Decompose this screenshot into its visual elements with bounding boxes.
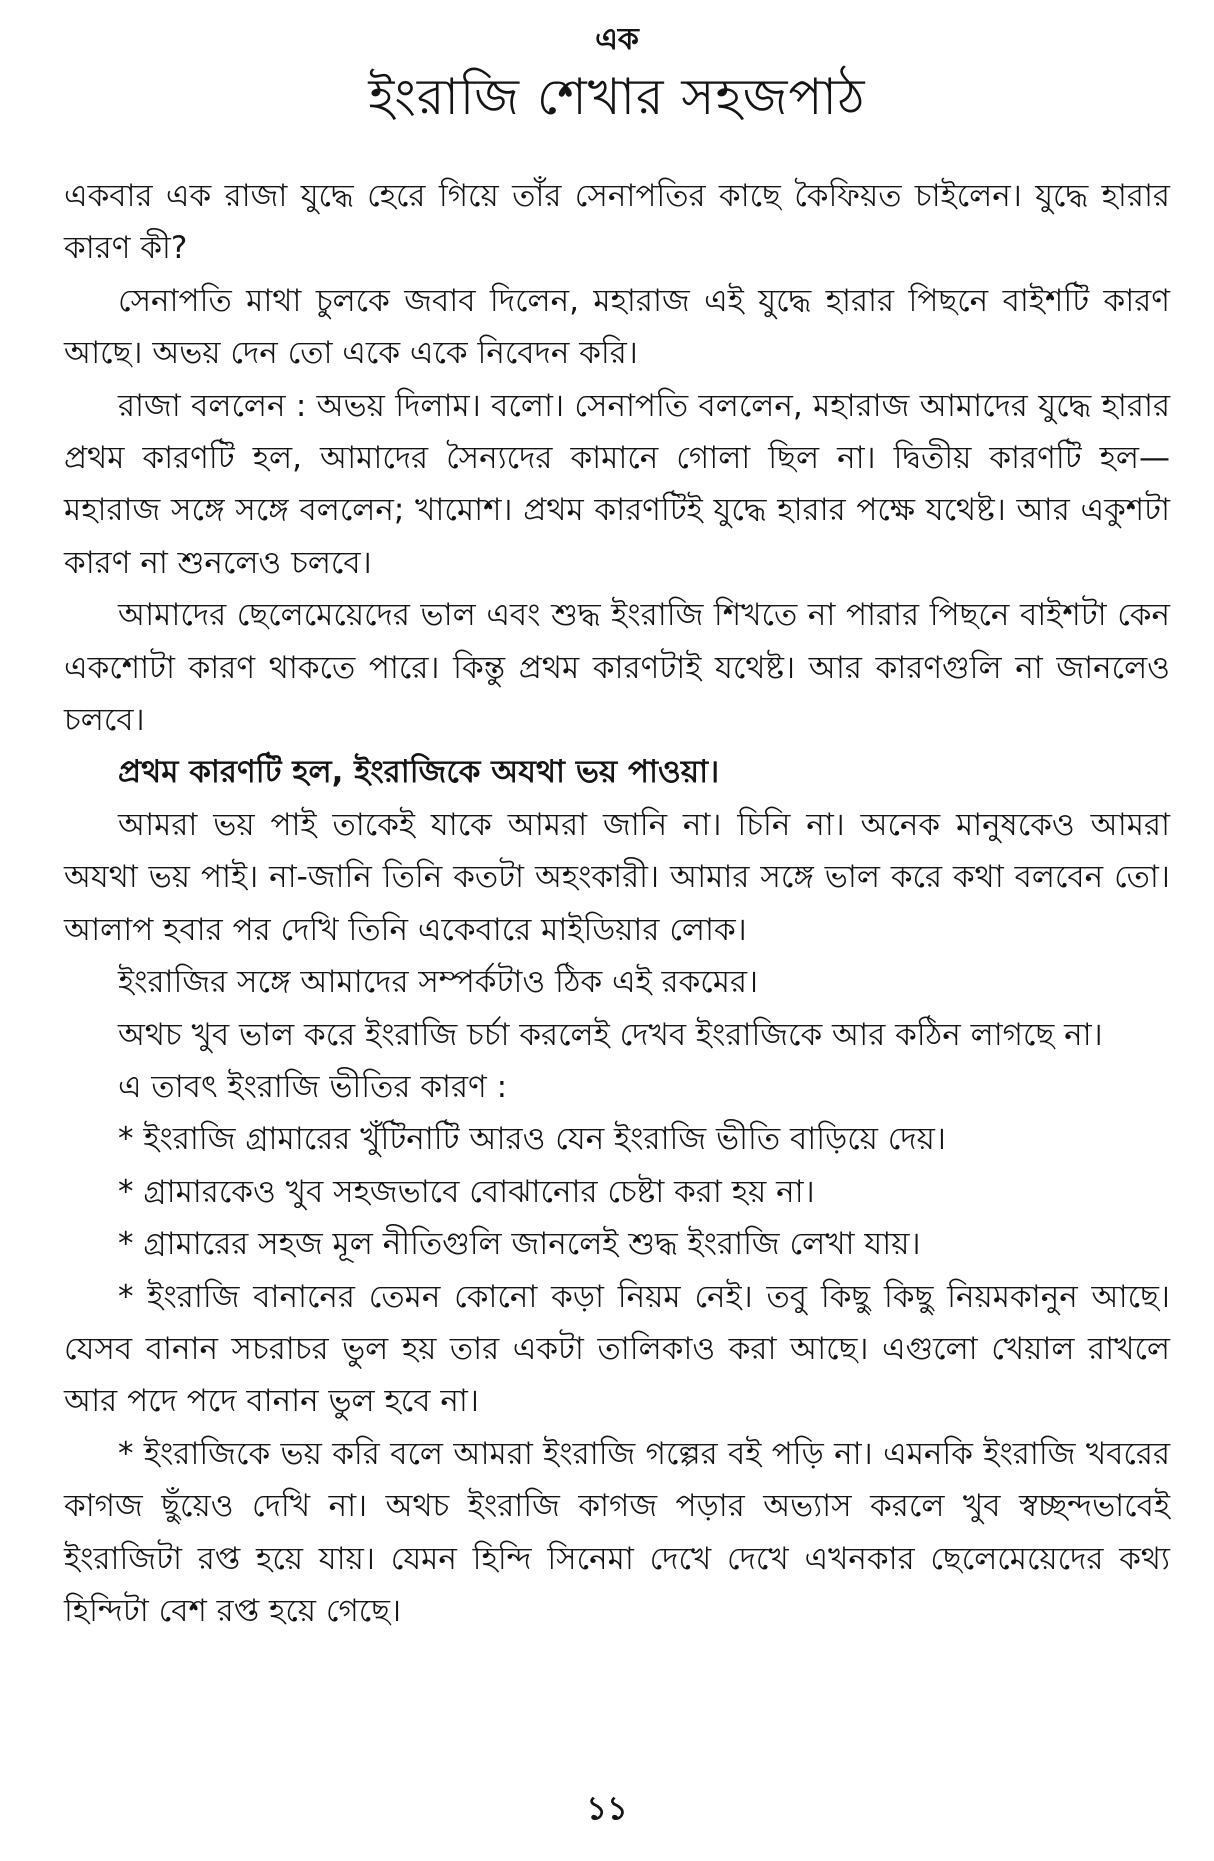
paragraph-5: আমরা ভয় পাই তাকেই যাকে আমরা জানি না। চিনি না। অনেক মানুষকেও আমরা অযথা ভয় পাই। না-জানি তিনি কতটা অহংকারী। আমার সঙ্গে ভাল করে কথা বলবেন তো। আলাপ হবার পর দেখি তিনি একেবারে মাইডিয়ার লোক। bbox=[64, 806, 1170, 948]
paragraph-6: ইংরাজির সঙ্গে আমাদের সম্পর্কটাও ঠিক এই রকমের। bbox=[118, 964, 759, 1001]
first-reason-lead: প্রথম কারণটি হল, bbox=[118, 754, 355, 791]
paragraph-3: রাজা বললেন : অভয় দিলাম। বলো। সেনাপতি বললেন, মহারাজ আমাদের যুদ্ধে হারার প্রথম কারণটি হল, আমাদের সৈন্যদের কামানে গোলা ছিল না। দ্বিতীয় কারণটি হল— মহারাজ সঙ্গে সঙ্গে বললেন; খামোশ। প্রথম কারণটিই যুদ্ধে হারার পক্ষে যথেষ্ট। আর একুশটা কারণ না শুনলেও চলবে। bbox=[64, 387, 1170, 581]
paragraph-7: অথচ খুব ভাল করে ইংরাজি চর্চা করলেই দেখব ইংরাজিকে আর কঠিন লাগছে না। bbox=[118, 1016, 1103, 1053]
bullet-item-1: * ইংরাজি গ্রামারের খুঁটিনাটি আরও যেন ইংরাজি ভীতি বাড়িয়ে দেয়। bbox=[118, 1121, 946, 1158]
paragraph-4: আমাদের ছেলেমেয়েদের ভাল এবং শুদ্ধ ইংরাজি শিখতে না পারার পিছনে বাইশটা কেন একশোটা কারণ থাকতে পারে। কিন্তু প্রথম কারণটাই যথেষ্ট। আর কারণগুলি না জানলেও চলবে। bbox=[64, 597, 1170, 739]
bullet-item-5: * ইংরাজিকে ভয় করি বলে আমরা ইংরাজি গল্পের বই পড়ি না। এমনকি ইংরাজি খবরের কাগজ ছুঁয়েও দেখি না। অথচ ইংরাজি কাগজ পড়ার অভ্যাস করলে খুব স্বচ্ছন্দভাবেই ইংরাজিটা রপ্ত হয়ে যায়। যেমন হিন্দি সিনেমা দেখে দেখে এখনকার ছেলেমেয়েদের কথ্য হিন্দিটা বেশ রপ্ত হয়ে গেছে। bbox=[64, 1435, 1170, 1629]
book-page bbox=[64, 20, 1170, 1637]
paragraph-8: এ তাবৎ ইংরাজি ভীতির কারণ : bbox=[118, 1068, 508, 1105]
body-text bbox=[64, 170, 1170, 1637]
bullet-item-4: * ইংরাজি বানানের তেমন কোনো কড়া নিয়ম নেই। তবু কিছু কিছু নিয়মকানুন আছে। যেসব বানান সচরাচর ভুল হয় তার একটা তালিকাও করা আছে। এগুলো খেয়াল রাখলে আর পদে পদে বানান ভুল হবে না। bbox=[64, 1278, 1170, 1420]
first-reason-paragraph bbox=[64, 746, 1170, 798]
first-reason-highlight: ইংরাজিকে অযথা ভয় পাওয়া। bbox=[354, 754, 720, 791]
bullet-item-2: * গ্রামারকেও খুব সহজভাবে বোঝানোর চেষ্টা করা হয় না। bbox=[118, 1173, 815, 1210]
chapter-title: ইংরাজি শেখার সহজপাঠ bbox=[368, 68, 866, 126]
paragraph-2: সেনাপতি মাথা চুলকে জবাব দিলেন, মহারাজ এই যুদ্ধে হারার পিছনে বাইশটি কারণ আছে। অভয় দেন তো একে একে নিবেদন করি। bbox=[64, 282, 1170, 372]
chapter-number: এক bbox=[595, 22, 639, 57]
page-number: ১১ bbox=[586, 1789, 628, 1827]
paragraph-1: একবার এক রাজা যুদ্ধে হেরে গিয়ে তাঁর সেনাপতির কাছে কৈফিয়ত চাইলেন। যুদ্ধে হারার কারণ কী? bbox=[64, 178, 1170, 267]
bullet-item-3: * গ্রামারের সহজ মূল নীতিগুলি জানলেই শুদ্ধ ইংরাজি লেখা যায়। bbox=[118, 1226, 921, 1263]
